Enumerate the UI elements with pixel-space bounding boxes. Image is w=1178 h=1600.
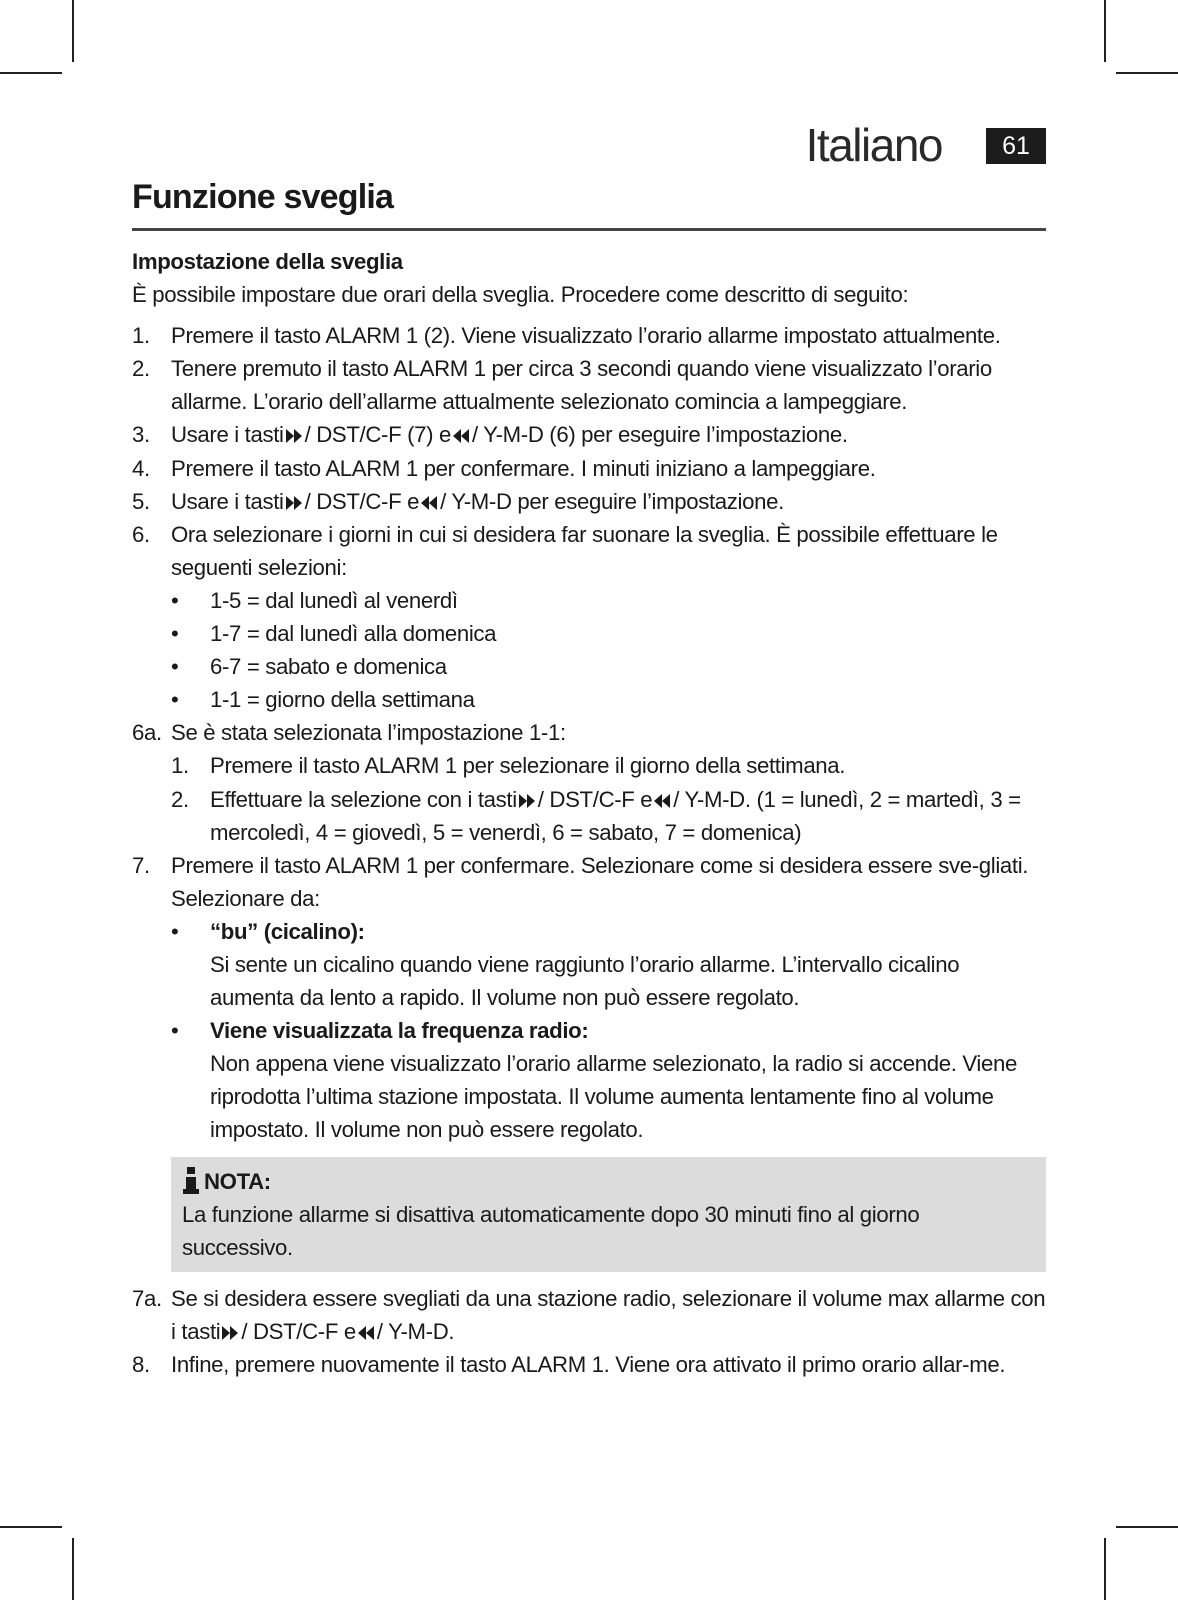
step-text: Ora selezionare i giorni in cui si desidera far suonare la sveglia. È possibile effettuare le seguenti selezioni:	[171, 521, 998, 580]
option-text: Non appena viene visualizzato l’orario allarme selezionato, la radio si accende. Viene riprodotta l’ultima stazione impostata. Il volume aumenta lentamente fino al volume impostato. Il volume non può essere regolato.	[210, 1051, 1017, 1143]
option-title: “bu” (cicalino):	[210, 918, 365, 944]
note-label: NOTA:	[204, 1168, 271, 1194]
step-text: / DST/C-F e	[537, 786, 653, 812]
step-6a	[132, 716, 1046, 848]
list-item: • 1-7 = dal lunedì alla domenica	[171, 621, 497, 647]
step-8	[132, 1348, 1046, 1381]
step-text: Premere il tasto ALARM 1 per selezionare il giorno della settimana.	[210, 753, 846, 779]
substep-2	[171, 783, 1046, 849]
fast-forward-icon	[285, 495, 303, 511]
step-number: 4.	[132, 455, 150, 481]
list-item: • “bu” (cicalino): Si sente un cicalino quando viene raggiunto l’orario allarme. L’intervallo cicalino aumenta da lento a rapido. Il volume non può essere regolato.	[171, 915, 1046, 1014]
page-number: 61	[986, 128, 1046, 164]
crop-mark	[72, 1538, 74, 1600]
step-text: / Y-M-D. (1 = lunedì, 2 = martedì, 3 = mercoledì, 4 = giovedì, 5 = venerdì, 6 = sabato, 7 = domenica)	[210, 786, 1021, 845]
step-number: 2.	[132, 356, 150, 382]
crop-mark	[1116, 1526, 1178, 1528]
step-text: / Y-M-D per eseguire l’impostazione.	[440, 488, 784, 514]
step-text: / DST/C-F e	[304, 488, 420, 514]
page-title: Funzione sveglia	[132, 178, 394, 216]
fast-forward-icon	[221, 1325, 239, 1341]
crop-mark	[1116, 72, 1178, 74]
step-number: 1.	[132, 323, 150, 349]
step-text: Premere il tasto ALARM 1 per confermare. I minuti iniziano a lampeggiare.	[171, 455, 876, 481]
section-heading: Impostazione della sveglia	[132, 249, 403, 274]
step-3	[132, 418, 1046, 451]
bullet-text: 1-1 = giorno della settimana	[210, 687, 475, 713]
step-1	[132, 319, 1046, 352]
crop-mark	[0, 1526, 62, 1528]
language-header: Italiano	[805, 119, 942, 171]
list-item: • Viene visualizzata la frequenza radio: Non appena viene visualizzato l’orario allarme selezionato, la radio si accende. Viene riprodotta l’ultima stazione impostata. Il volume aumenta lentamente fino al volume impostato. Il volume non può essere regolato.	[171, 1014, 1046, 1146]
step-number: 8.	[132, 1352, 150, 1377]
option-title: Viene visualizzata la frequenza radio:	[210, 1018, 589, 1044]
step-text: Premere il tasto ALARM 1 (2). Viene visualizzato l’orario allarme impostato attualmente.	[171, 323, 1001, 349]
step-text: / Y-M-D (6) per eseguire l’impostazione.	[471, 422, 848, 448]
rewind-icon	[357, 1325, 375, 1341]
info-icon	[182, 1167, 200, 1195]
bullet-text: 1-5 = dal lunedì al venerdì	[210, 587, 458, 613]
step-number: 2.	[171, 786, 189, 812]
list-item: • 6-7 = sabato e domenica	[171, 654, 447, 680]
step-2	[132, 352, 1046, 418]
step-text: Usare i tasti	[171, 422, 284, 448]
option-text: Si sente un cicalino quando viene raggiunto l’orario allarme. L’intervallo cicalino aumenta da lento a rapido. Il volume non può essere regolato.	[210, 951, 960, 1011]
list-item: • 1-5 = dal lunedì al venerdì	[171, 587, 458, 613]
crop-mark	[1104, 1538, 1106, 1600]
fast-forward-icon	[285, 428, 303, 444]
rewind-icon	[452, 428, 470, 444]
step-number: 7.	[132, 852, 150, 878]
bullet-text: 1-7 = dal lunedì alla domenica	[210, 621, 497, 647]
step-number: 6.	[132, 521, 150, 547]
step-6	[132, 518, 1046, 717]
step-5	[132, 485, 1046, 518]
rewind-icon	[420, 495, 438, 511]
note-text: La funzione allarme si disattiva automaticamente dopo 30 minuti fino al giorno successivo.	[182, 1201, 920, 1260]
step-number: 3.	[132, 422, 150, 448]
step-7	[132, 849, 1046, 1147]
crop-mark	[72, 0, 74, 62]
step-text: Infine, premere nuovamente il tasto ALARM 1. Viene ora attivato il primo orario allar-me.	[171, 1352, 1006, 1377]
step-7a	[132, 1282, 1046, 1348]
title-rule	[132, 228, 1046, 231]
step-text: Usare i tasti	[171, 488, 284, 514]
step-text: / DST/C-F e	[241, 1318, 356, 1344]
step-number: 6a.	[132, 720, 162, 746]
intro-text: È possibile impostare due orari della sveglia. Procedere come descritto di seguito:	[132, 282, 909, 308]
content	[132, 240, 1046, 1381]
step-text: Tenere premuto il tasto ALARM 1 per circa 3 secondi quando viene visualizzato l’orario allarme. L’orario dell’allarme attualmente selezionato comincia a lampeggiare.	[171, 356, 992, 415]
step-text: Effettuare la selezione con i tasti	[210, 786, 517, 812]
step-text: Se è stata selezionata l’impostazione 1-1:	[171, 720, 566, 746]
step-number: 1.	[171, 753, 189, 779]
step-number: 7a.	[132, 1285, 162, 1311]
step-text: / DST/C-F (7) e	[304, 422, 451, 448]
step-4	[132, 452, 1046, 485]
list-item: • 1-1 = giorno della settimana	[171, 687, 475, 713]
fast-forward-icon	[518, 793, 536, 809]
substep-1	[171, 749, 1046, 782]
note-heading	[182, 1165, 1036, 1198]
note-box	[171, 1157, 1046, 1272]
rewind-icon	[653, 793, 671, 809]
step-number: 5.	[132, 488, 150, 514]
crop-mark	[1104, 0, 1106, 62]
step-text: Premere il tasto ALARM 1 per confermare. Selezionare come si desidera essere sve-gliati. Selezionare da:	[171, 852, 1029, 911]
step-text: / Y-M-D.	[376, 1318, 455, 1344]
step-text: Se si desidera essere svegliati da una stazione radio, selezionare il volume max allarme con i tasti	[171, 1285, 1046, 1344]
bullet-text: 6-7 = sabato e domenica	[210, 654, 447, 680]
crop-mark	[0, 72, 62, 74]
